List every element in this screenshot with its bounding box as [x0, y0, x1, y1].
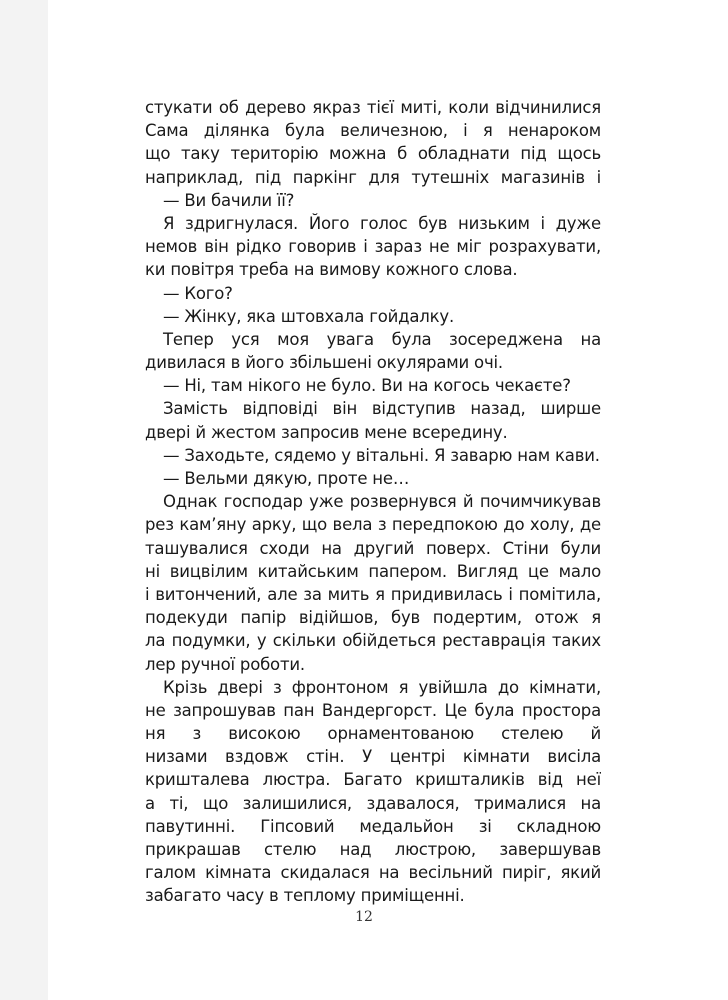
text-line: — Заходьте, сядемо у вітальні. Я заварю нам кави. — [163, 445, 600, 465]
text-line: Я здригнулася. Його голос був низьким і дуже — [163, 213, 601, 233]
text-line: — Вельми дякую, проте не… — [163, 469, 410, 488]
text-line: і витончений, але за мить я придивилась і помітила, — [145, 584, 601, 604]
text-line: прикрашав стелю над люстрою, завершував — [145, 840, 601, 859]
text-line: — Ні, там нікого не було. Ви на когось чекаєте? — [163, 376, 571, 396]
text-line: ня з високою орнаментованою стелею й — [145, 724, 601, 744]
text-line: Сама ділянка була величезною, і я ненароком — [145, 121, 601, 141]
text-line: немов він рідко говорив і зараз не міг розрахувати, — [145, 237, 601, 257]
text-line: стукати об дерево якраз тієї миті, коли відчинилися — [145, 98, 601, 117]
text-line: — Кого? — [163, 283, 233, 303]
text-line: Однак господар уже розвернувся й почимчикував — [163, 492, 601, 512]
text-line: ла подумки, у скільки обійдеться реставрація таких — [145, 631, 601, 651]
text-line: Тепер уся моя увага була зосереджена на — [163, 329, 601, 349]
text-line: не запрошував пан Вандергорст. Це була простора — [145, 700, 601, 720]
text-line: ки повітря треба на вимову кожного слова. — [145, 260, 518, 280]
text-line: що таку територію можна б обладнати під щось — [145, 144, 601, 164]
text-line: забагато часу в теплому приміщенні. — [145, 886, 465, 906]
text-line: подекуди папір відійшов, був подертим, отож я — [145, 608, 601, 628]
text-line: ташувалися сходи на другий поверх. Стіни були — [145, 538, 601, 558]
text-line: галом кімната скидалася на весільний пиріг, який — [145, 863, 601, 883]
page-text — [145, 96, 601, 908]
text-line: низами вздовж стін. У центрі кімнати висіла — [145, 747, 601, 767]
text-line: двері й жестом запросив мене всередину. — [145, 422, 508, 442]
text-line: дивилася в його збільшені окулярами очі. — [145, 353, 503, 373]
text-line: Крізь двері з фронтоном я увійшла до кімнати, — [163, 677, 601, 697]
text-line: а ті, що залишилися, здавалося, трималися на — [145, 793, 601, 813]
text-line: рез кам’яну арку, що вела з передпокою до холу, де — [145, 515, 601, 535]
text-line: лер ручної роботи. — [145, 654, 305, 674]
text-line: ні вицвілим китайським папером. Вигляд це мало — [145, 561, 601, 581]
page-number: 12 — [355, 909, 373, 925]
text-line: — Ви бачили її? — [163, 190, 295, 210]
text-line: павутинні. Гіпсовий медальйон зі складною — [145, 816, 601, 836]
text-line: — Жінку, яка штовхала гойдалку. — [163, 306, 454, 326]
text-line: наприклад, під паркінг для тутешніх магазинів і — [145, 167, 601, 187]
text-line: Замість відповіді він відступив назад, ширше — [163, 399, 601, 419]
text-line: кришталева люстра. Багато кришталиків від неї — [145, 770, 601, 790]
